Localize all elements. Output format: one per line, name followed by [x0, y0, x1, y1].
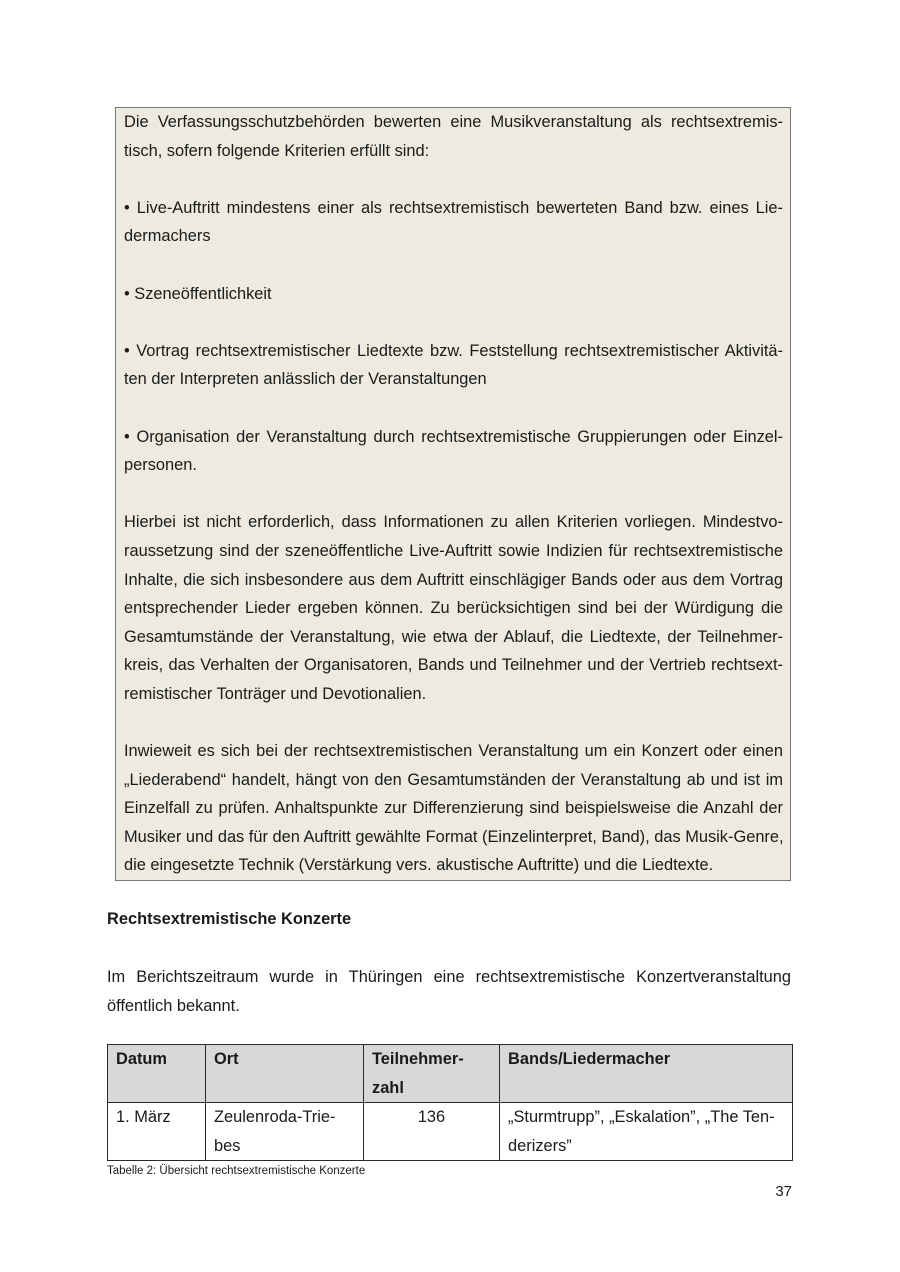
concerts-table	[107, 1044, 793, 1161]
text-line: • Szeneöffentlichkeit	[124, 284, 272, 303]
text-line: Die Verfassungsschutzbehörden bewerten eine Musikveranstaltung als rechtsextremis-	[124, 113, 783, 131]
cell-line: derizers”	[508, 1136, 572, 1155]
text-line: Einzelfall zu prüfen. Anhaltspunkte zur Differenzierung sind beispielsweise die Anzahl der	[124, 799, 783, 818]
text-line: Musiker und das für den Auftritt gewählte Format (Einzelinterpret, Band), das Musik-Genre,	[124, 827, 784, 846]
text-line: „Liederabend“ handelt, hängt von den Gesamtumständen der Veranstaltung ab und ist im	[124, 770, 783, 789]
text-line: Inhalte, die sich insbesondere aus dem Auftritt einschlägiger Bands oder aus dem Vortrag	[124, 570, 783, 589]
text-line: kreis, das Verhalten der Organisatoren, Bands und Teilnehmer und der Vertrieb rechtsext-	[124, 656, 783, 675]
text-line: ten der Interpreten anlässlich der Veranstaltungen	[124, 370, 487, 389]
text-line: die eingesetzte Technik (Verstärkung vers. akustische Auftritte) und die Liedtexte.	[124, 856, 714, 875]
column-header-teilnehmerzahl	[364, 1045, 500, 1103]
page-number: 37	[775, 1183, 792, 1200]
header-line: Teilnehmer-	[372, 1050, 464, 1068]
section-paragraph	[107, 963, 791, 1020]
text-line: dermachers	[124, 227, 211, 246]
text-line: • Live-Auftritt mindestens einer als rechtsextremistisch bewerteten Band bzw. eines Lie-	[124, 198, 783, 217]
blank-line	[124, 165, 783, 194]
header-line: zahl	[372, 1078, 404, 1097]
text-line: tisch, sofern folgende Kriterien erfüllt sind:	[124, 141, 430, 160]
text-line: Hierbei ist nicht erforderlich, dass Informationen zu allen Kriterien vorliegen. Mindestvo-	[124, 513, 783, 532]
cell-line: „Sturmtrupp”, „Eskalation”, „The Ten-	[508, 1108, 775, 1127]
cell-line: bes	[214, 1136, 241, 1155]
blank-line	[124, 394, 783, 423]
table-row	[108, 1103, 793, 1161]
text-line: raussetzung sind der szeneöffentliche Live-Auftritt sowie Indizien für rechtsextremistische	[124, 541, 783, 560]
cell-teilnehmerzahl: 136	[364, 1103, 500, 1161]
blank-line	[124, 480, 783, 509]
cell-datum: 1. März	[108, 1103, 206, 1161]
text-line: • Vortrag rechtsextremistischer Liedtexte bzw. Feststellung rechtsextremistischer Aktivitä-	[124, 341, 783, 360]
cell-bands	[500, 1103, 793, 1161]
blank-line	[124, 308, 783, 337]
table-header-row	[108, 1045, 793, 1103]
criteria-text	[124, 108, 783, 880]
section-heading: Rechtsextremistische Konzerte	[107, 910, 352, 928]
text-line: entsprechender Lieder ergeben können. Zu berücksichtigen sind bei der Würdigung die	[124, 599, 783, 618]
text-line: remistischer Tonträger und Devotionalien.	[124, 684, 427, 703]
blank-line	[124, 708, 783, 737]
text-line: Inwieweit es sich bei der rechtsextremistischen Veranstaltung um ein Konzert oder einen	[124, 742, 783, 761]
text-line: Im Berichtszeitraum wurde in Thüringen eine rechtsextremistische Konzertveranstaltung	[107, 968, 791, 986]
column-header-datum: Datum	[108, 1045, 206, 1103]
column-header-ort: Ort	[206, 1045, 364, 1103]
criteria-box	[115, 107, 791, 881]
text-line: öffentlich bekannt.	[107, 996, 240, 1015]
blank-line	[124, 251, 783, 280]
text-line: personen.	[124, 456, 197, 475]
cell-ort	[206, 1103, 364, 1161]
column-header-bands: Bands/Liedermacher	[500, 1045, 793, 1103]
table-caption: Tabelle 2: Übersicht rechtsextremistische Konzerte	[107, 1165, 366, 1177]
cell-line: Zeulenroda-Trie-	[214, 1108, 336, 1127]
text-line: • Organisation der Veranstaltung durch rechtsextremistische Gruppierungen oder Einzel-	[124, 427, 783, 446]
text-line: Gesamtumstände der Veranstaltung, wie etwa der Ablauf, die Liedtexte, der Teilnehmer-	[124, 627, 783, 646]
